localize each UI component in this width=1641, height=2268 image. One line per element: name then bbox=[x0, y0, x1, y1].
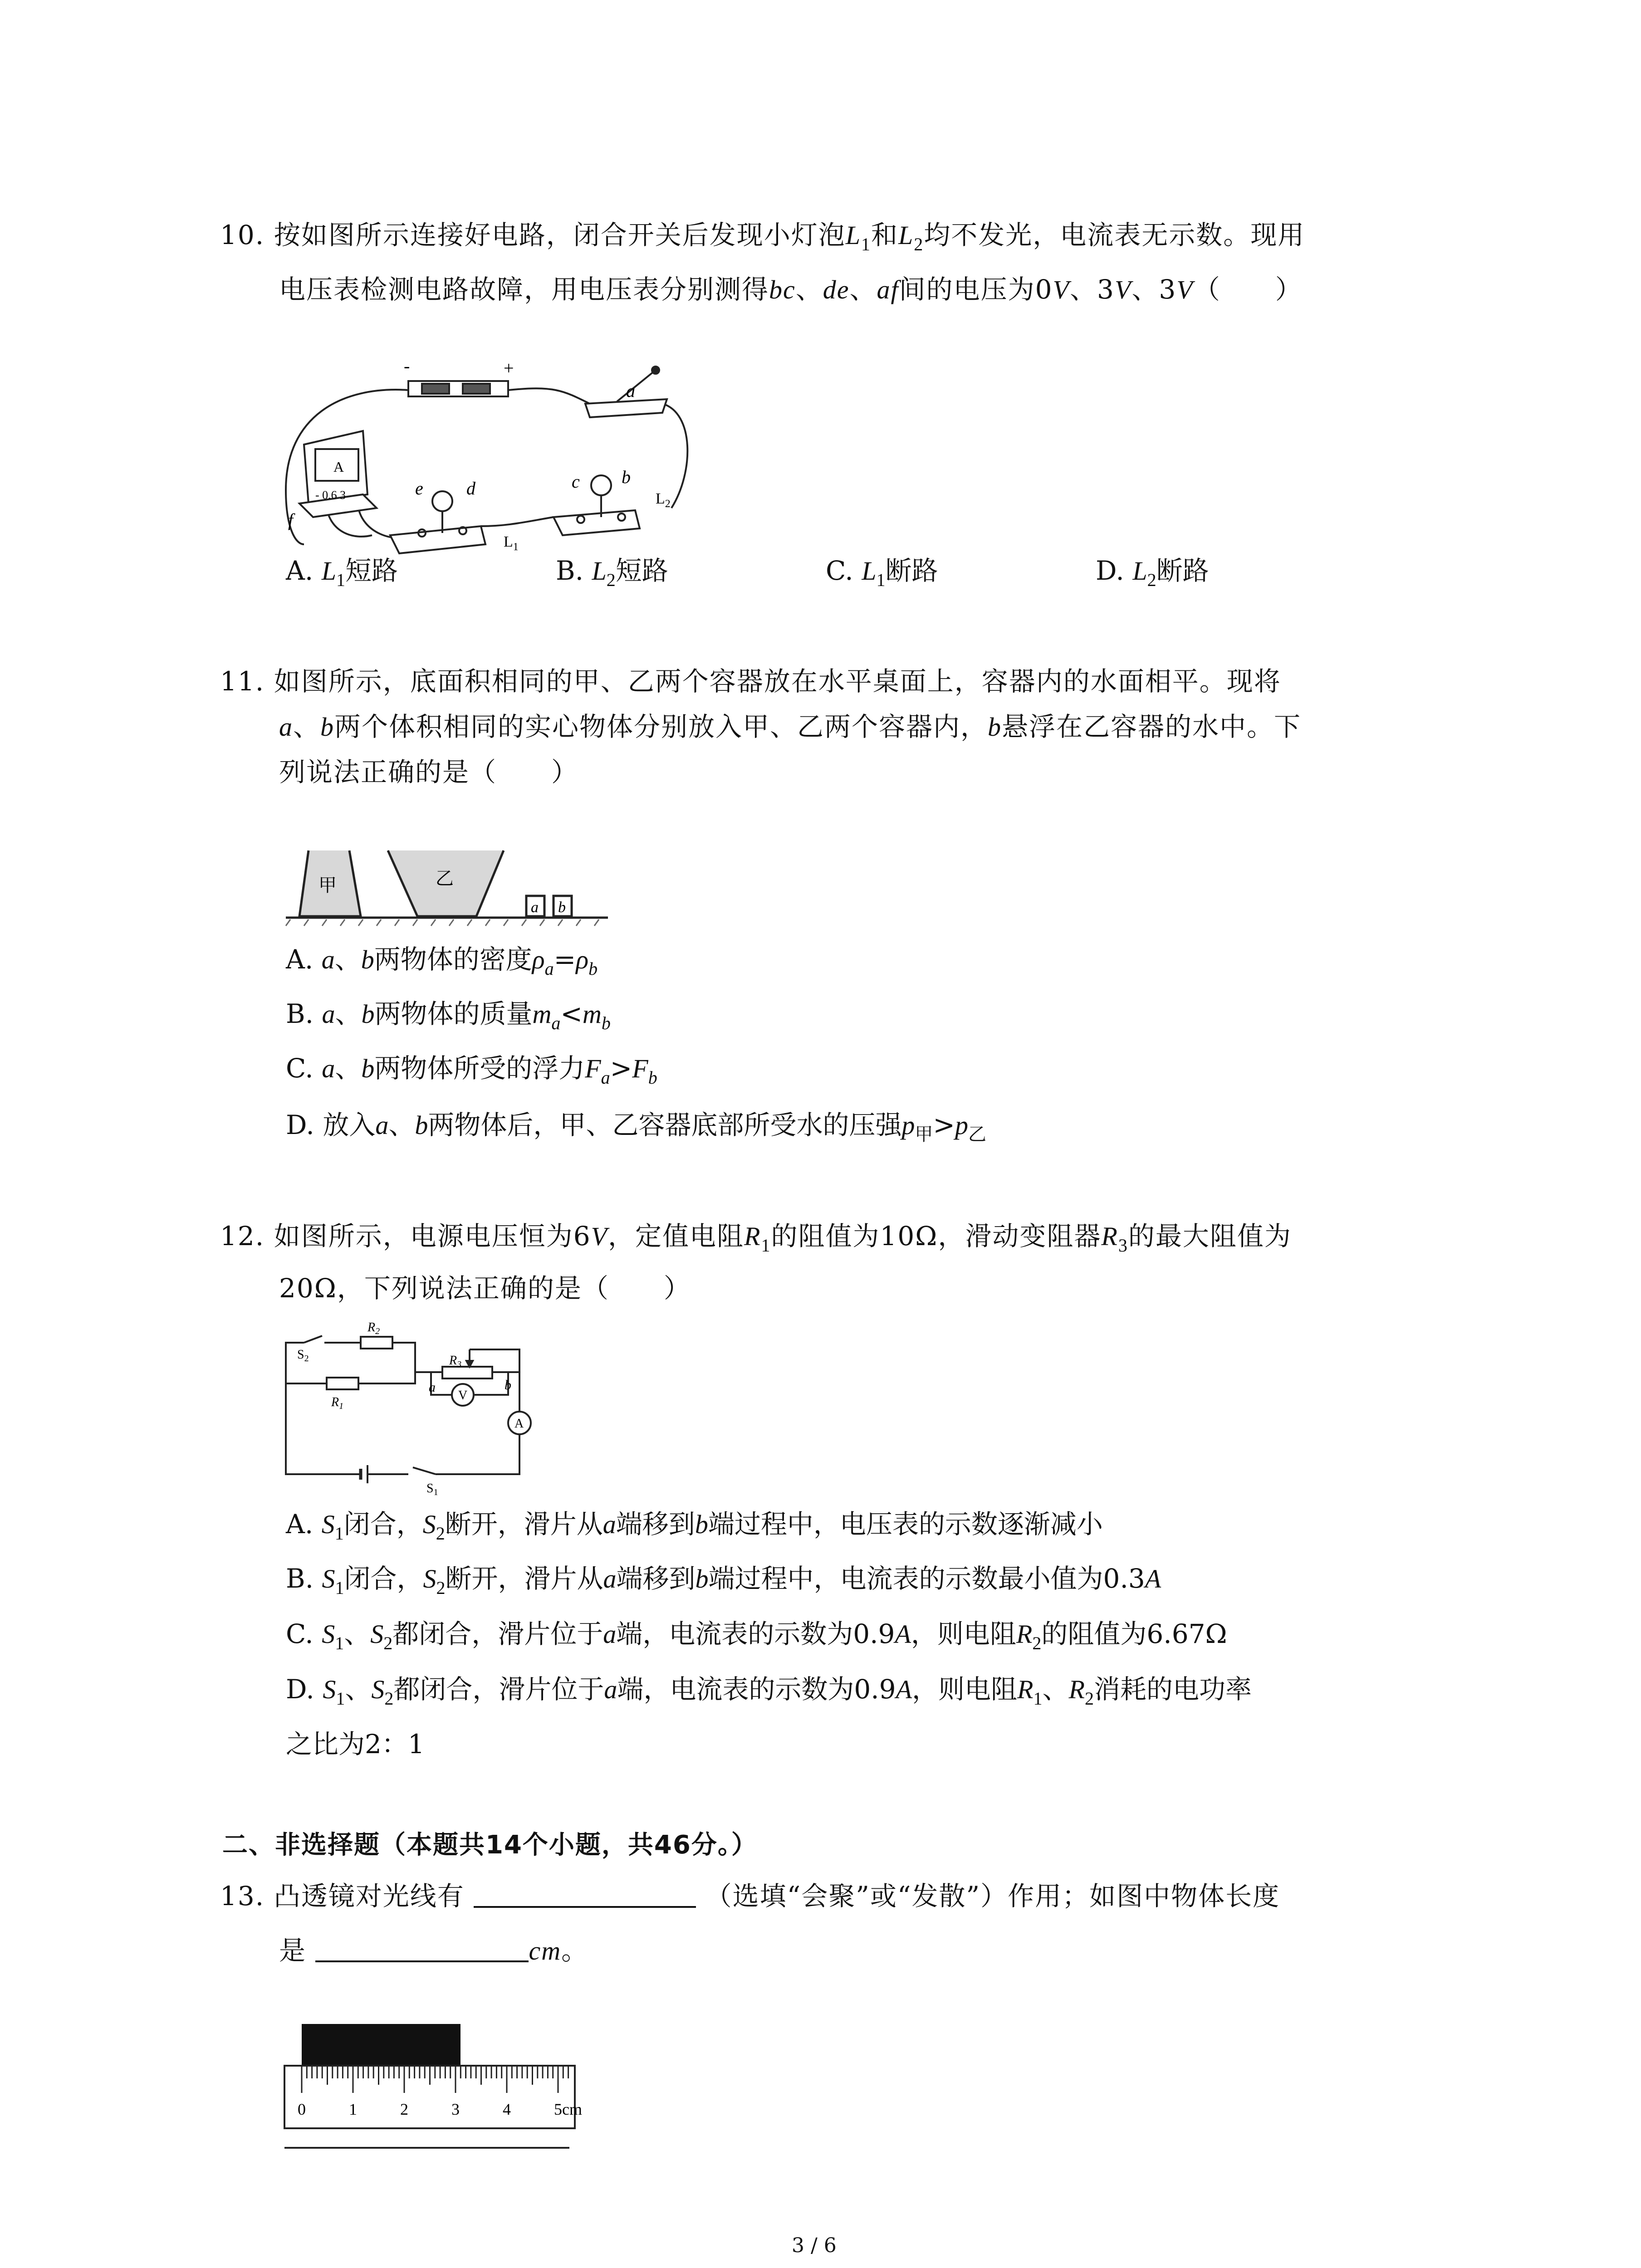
q10-line-2: 电压表检测电路故障，用电压表分别测得bc、de、af间的电压为0V、3V、3V（ ） bbox=[279, 274, 1303, 305]
q11-line-2: a、b两个体积相同的实心物体分别放入甲、乙两个容器内，b悬浮在乙容器的水中。下 bbox=[279, 711, 1302, 742]
q10-label-c: c bbox=[572, 471, 580, 492]
q11-line-3: 列说法正确的是（ ） bbox=[279, 757, 579, 787]
q13-line-2: 是 cm。 bbox=[279, 1932, 588, 1969]
ruler-tick-label: 5cm bbox=[554, 2100, 582, 2118]
ruler-tick-label: 0 bbox=[298, 2100, 306, 2118]
q10-label-b: b bbox=[622, 467, 631, 487]
q11-option-b[interactable]: B. a、b两物体的质量$m_a<m_b$ bbox=[286, 998, 611, 1033]
q11-containers-figure bbox=[281, 837, 617, 928]
q10-option-c[interactable]: C. $L_1$断路 bbox=[826, 555, 938, 590]
q10-ammeter-letter: A bbox=[333, 459, 344, 475]
q12-option-c[interactable]: C. $S_1$、$S_2$都闭合，滑片位于a端，电流表的示数为0.9A，则电阻$R_2$的阻值为6.67Ω bbox=[286, 1618, 1227, 1653]
q11-line-1: 11. 如图所示，底面积相同的甲、乙两个容器放在水平桌面上，容器内的水面相平。现将 bbox=[220, 666, 1281, 697]
q11-number: 11. bbox=[220, 666, 265, 697]
q12-label-r2: $R_2$ bbox=[367, 1320, 380, 1336]
q10-ammeter-scale: - 0.6 3 bbox=[315, 489, 346, 502]
page-number: 3 / 6 bbox=[792, 2234, 837, 2257]
q10-label-l1: $L_1$ bbox=[504, 533, 519, 553]
q13-blank-1[interactable] bbox=[474, 1879, 696, 1908]
q13-ruler-figure bbox=[279, 2019, 588, 2150]
q13-line-1: 13. 凸透镜对光线有 （选填“会聚”或“发散”）作用；如图中物体长度 bbox=[220, 1878, 1280, 1914]
ruler-tick-label: 1 bbox=[349, 2100, 357, 2118]
ruler-tick-label: 4 bbox=[503, 2100, 511, 2118]
q13-measured-object bbox=[302, 2024, 460, 2066]
q12-circuit-figure bbox=[277, 1318, 549, 1497]
ruler-tick-label: 3 bbox=[451, 2100, 460, 2118]
q10-label-f: f bbox=[288, 510, 294, 530]
q12-option-d[interactable]: D. $S_1$、$S_2$都闭合，滑片位于a端，电流表的示数为0.9A，则电阻$R_1$、$R_2$消耗的电功率 bbox=[286, 1674, 1252, 1709]
q11-label-yi: 乙 bbox=[436, 868, 454, 889]
q12-label-a: a bbox=[429, 1380, 436, 1395]
q11-option-d[interactable]: D. 放入a、b两物体后，甲、乙容器底部所受水的压强$p_甲>p_乙$ bbox=[286, 1110, 986, 1144]
q10-label-e: e bbox=[415, 478, 423, 499]
q13-number: 13. bbox=[220, 1881, 265, 1911]
q10-line-1: 10. 按如图所示连接好电路，闭合开关后发现小灯泡$L_1$和$L_2$均不发光，电流表无示数。现用 bbox=[220, 220, 1305, 254]
q10-circuit-figure bbox=[272, 354, 699, 562]
q12-option-d-line-2: 之比为2：1 bbox=[286, 1729, 425, 1760]
q11-option-c[interactable]: C. a、b两物体所受的浮力$F_a>F_b$ bbox=[286, 1053, 657, 1088]
q12-ammeter-letter: A bbox=[514, 1417, 524, 1431]
q10-battery-minus: - bbox=[404, 356, 410, 376]
q12-label-s1: $S_1$ bbox=[426, 1481, 438, 1497]
q10-option-a[interactable]: A. $L_1$短路 bbox=[286, 555, 398, 590]
q11-option-a[interactable]: A. a、b两物体的密度$\rho_a=\rho_b$ bbox=[286, 944, 598, 979]
q12-voltmeter-letter: V bbox=[458, 1388, 468, 1403]
q12-label-r3: $R_3$ bbox=[449, 1354, 462, 1369]
q10-label-d: d bbox=[466, 478, 475, 499]
section-2-heading: 二、非选择题（本题共14个小题，共46分。） bbox=[222, 1830, 758, 1860]
q10-label-a: a bbox=[626, 381, 635, 401]
q11-label-jia: 甲 bbox=[318, 875, 337, 895]
q12-line-2: 20Ω，下列说法正确的是（ ） bbox=[279, 1273, 691, 1304]
q12-label-b: b bbox=[505, 1378, 511, 1393]
q10-option-b[interactable]: B. $L_2$短路 bbox=[556, 555, 668, 590]
q12-label-r1: $R_1$ bbox=[331, 1395, 344, 1411]
q10-number: 10. bbox=[220, 220, 265, 250]
q10-option-d[interactable]: D. $L_2$断路 bbox=[1096, 555, 1209, 590]
q12-option-a[interactable]: A. $S_1$闭合，$S_2$断开，滑片从a端移到b端过程中，电压表的示数逐渐减小 bbox=[286, 1509, 1103, 1544]
q12-line-1: 12. 如图所示，电源电压恒为6V，定值电阻$R_1$的阻值为10Ω，滑动变阻器$R_3$的最大阻值为 bbox=[220, 1221, 1292, 1256]
q10-battery-plus: + bbox=[504, 358, 514, 378]
q11-label-b: b bbox=[558, 899, 566, 916]
q12-label-s2: $S_2$ bbox=[297, 1348, 309, 1364]
q11-label-a: a bbox=[531, 899, 539, 916]
q10-label-l2: $L_2$ bbox=[656, 490, 671, 510]
ruler-tick-label: 2 bbox=[400, 2100, 408, 2118]
q12-option-b[interactable]: B. $S_1$闭合，$S_2$断开，滑片从a端移到b端过程中，电流表的示数最小值为0.3A bbox=[286, 1563, 1161, 1598]
q12-number: 12. bbox=[220, 1221, 265, 1251]
q13-blank-2[interactable] bbox=[315, 1933, 529, 1962]
